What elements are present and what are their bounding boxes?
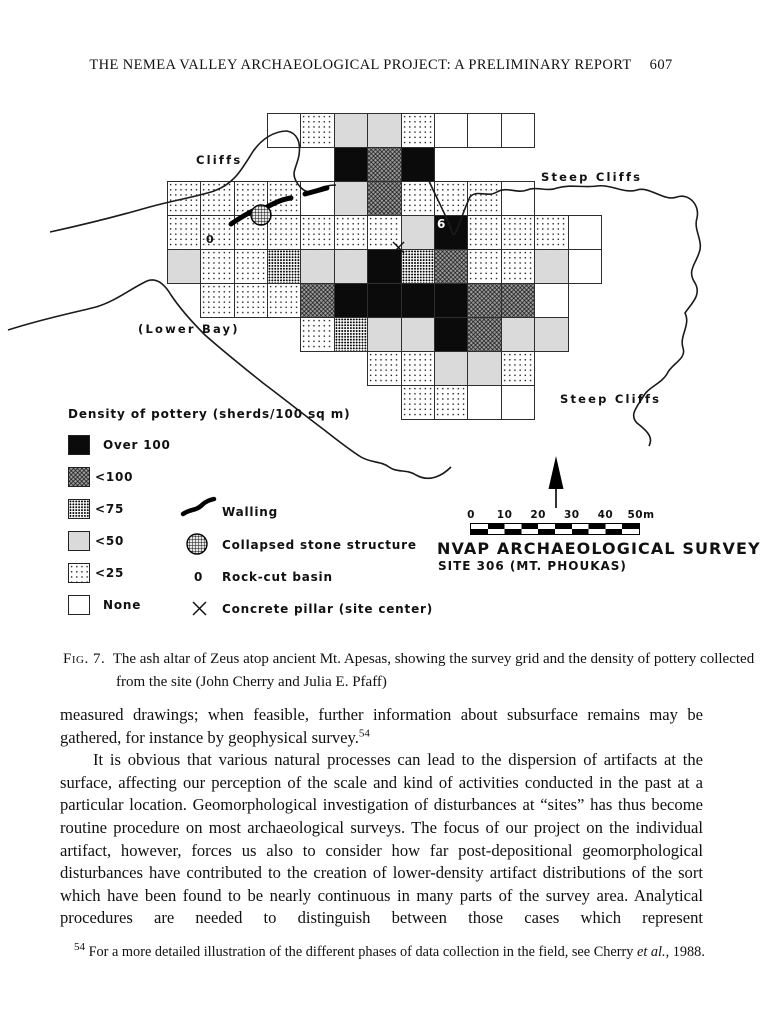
grid-cell-2-3 bbox=[200, 181, 234, 216]
map-label-lower-bay: (Lower Bay) bbox=[138, 322, 240, 336]
scale-bar bbox=[467, 509, 655, 535]
legend-label-none: None bbox=[103, 598, 142, 612]
grid-cell-5-7 bbox=[334, 283, 368, 318]
grid-cell-5-10 bbox=[434, 283, 468, 318]
page-number: 607 bbox=[649, 57, 673, 73]
grid-cell-4-12 bbox=[501, 249, 535, 284]
legend-swatch-lt-100 bbox=[68, 467, 90, 487]
grid-cell-0-11 bbox=[467, 113, 501, 148]
grid-cell-2-8 bbox=[367, 181, 401, 216]
grid-cell-3-4 bbox=[234, 215, 268, 250]
grid-cell-8-11 bbox=[467, 385, 501, 420]
rock-cut-basin-marker: 0 bbox=[206, 233, 214, 246]
footnote-marker: 54 bbox=[74, 941, 85, 954]
legend-label-rock-cut-basin: Rock-cut basin bbox=[222, 570, 333, 584]
grid-cell-3-11 bbox=[467, 215, 501, 250]
paragraph-1-text: measured drawings; when feasible, further information about subsurface remains may be gathered, for instance by geophysical survey. bbox=[60, 705, 703, 747]
scale-tick-30: 30 bbox=[563, 509, 580, 521]
grid-cell-2-2 bbox=[167, 181, 201, 216]
grid-cell-5-13 bbox=[534, 283, 568, 318]
basin-in-black-cell-marker: 6 bbox=[437, 217, 446, 231]
grid-cell-3-8 bbox=[367, 215, 401, 250]
paragraph-2: It is obvious that various natural processes can lead to the dispersion of artifacts at the surface, affecting our perception of the scale and kind of activities conducted in the past at a particular location. Geomorphological investigation of disturbances at “sites” has thus become routine procedure on most archaeological surveys. The focus of our project on the individual artifact, however, forces us also to consider how far post-depositional geomorphological disturbances have contributed to the creation of lower-density artifact distributions of the sort which have been found to be nearly continuous in many parts of the survey area. Analytical procedures are needed to distinguish between those cases which represent bbox=[60, 750, 703, 928]
grid-cell-5-12 bbox=[501, 283, 535, 318]
grid-cell-1-7 bbox=[334, 147, 368, 182]
legend-label-lt-100: <100 bbox=[95, 470, 134, 484]
stone-structure-icon bbox=[187, 534, 207, 554]
grid-cell-2-5 bbox=[267, 181, 301, 216]
grid-cell-5-3 bbox=[200, 283, 234, 318]
scale-tick-0: 0 bbox=[467, 509, 475, 521]
grid-cell-0-5 bbox=[267, 113, 301, 148]
grid-cell-2-12 bbox=[501, 181, 535, 216]
grid-cell-6-10 bbox=[434, 317, 468, 352]
rock-cut-basin-icon: 0 bbox=[194, 570, 203, 584]
legend-swatch-lt-75 bbox=[68, 499, 90, 519]
grid-cell-7-12 bbox=[501, 351, 535, 386]
grid-cell-2-10 bbox=[434, 181, 468, 216]
grid-cell-6-13 bbox=[534, 317, 568, 352]
grid-cell-2-11 bbox=[467, 181, 501, 216]
grid-cell-0-7 bbox=[334, 113, 368, 148]
grid-cell-4-14 bbox=[568, 249, 602, 284]
footnote-text: For a more detailed illustration of the different phases of data collection in the field, see Cherry bbox=[85, 944, 637, 961]
north-arrow-icon bbox=[549, 456, 564, 508]
scale-bar-bottom-row bbox=[471, 529, 639, 534]
legend-swatch-lt-25 bbox=[68, 563, 90, 583]
figure-caption bbox=[63, 648, 762, 694]
grid-cell-4-2 bbox=[167, 249, 201, 284]
legend-title: Density of pottery (sherds/100 sq m) bbox=[68, 407, 351, 421]
grid-cell-0-10 bbox=[434, 113, 468, 148]
footnote-italic: et al. bbox=[636, 944, 666, 961]
grid-cell-3-12 bbox=[501, 215, 535, 250]
scale-tick-10: 10 bbox=[496, 509, 513, 521]
survey-title: NVAP ARCHAEOLOGICAL SURVEY bbox=[437, 539, 761, 558]
paragraph-1 bbox=[60, 704, 703, 749]
grid-cell-4-6 bbox=[300, 249, 334, 284]
grid-cell-6-12 bbox=[501, 317, 535, 352]
grid-cell-4-10 bbox=[434, 249, 468, 284]
walling-icon bbox=[183, 499, 214, 514]
grid-cell-8-9 bbox=[401, 385, 435, 420]
grid-cell-5-9 bbox=[401, 283, 435, 318]
grid-cell-6-7 bbox=[334, 317, 368, 352]
grid-cell-6-8 bbox=[367, 317, 401, 352]
grid-cell-3-14 bbox=[568, 215, 602, 250]
grid-cell-4-7 bbox=[334, 249, 368, 284]
figure-caption-text: The ash altar of Zeus atop ancient Mt. Apesas, showing the survey grid and the density of pottery collected from the site (John Cherry and Julia E. Pfaff) bbox=[112, 651, 755, 690]
figure-map bbox=[0, 95, 762, 635]
legend-label-stone-structure: Collapsed stone structure bbox=[222, 538, 417, 552]
scale-tick-40: 40 bbox=[597, 509, 614, 521]
grid-cell-0-12 bbox=[501, 113, 535, 148]
grid-cell-2-4 bbox=[234, 181, 268, 216]
grid-cell-5-11 bbox=[467, 283, 501, 318]
grid-cell-2-9 bbox=[401, 181, 435, 216]
grid-cell-3-7 bbox=[334, 215, 368, 250]
footnote-tail: , 1988. bbox=[665, 944, 705, 961]
grid-cell-4-13 bbox=[534, 249, 568, 284]
grid-cell-6-11 bbox=[467, 317, 501, 352]
grid-cell-3-2 bbox=[167, 215, 201, 250]
grid-cell-1-9 bbox=[401, 147, 435, 182]
scale-tick-20: 20 bbox=[530, 509, 546, 521]
grid-cell-2-7 bbox=[334, 181, 368, 216]
grid-cell-3-13 bbox=[534, 215, 568, 250]
grid-cell-5-4 bbox=[234, 283, 268, 318]
grid-cell-7-9 bbox=[401, 351, 435, 386]
grid-cell-0-9 bbox=[401, 113, 435, 148]
map-label-steep-cliffs-upper: Steep Cliffs bbox=[541, 170, 643, 184]
legend-label-over-100: Over 100 bbox=[103, 438, 171, 452]
grid-cell-5-6 bbox=[300, 283, 334, 318]
grid-cell-4-8 bbox=[367, 249, 401, 284]
grid-cell-1-8 bbox=[367, 147, 401, 182]
grid-cell-5-8 bbox=[367, 283, 401, 318]
survey-subtitle: SITE 306 (MT. PHOUKAS) bbox=[438, 559, 627, 573]
scale-tick-50m: 50m bbox=[627, 509, 655, 521]
grid-cell-3-6 bbox=[300, 215, 334, 250]
legend-label-lt-75: <75 bbox=[95, 502, 125, 516]
grid-cell-5-5 bbox=[267, 283, 301, 318]
legend-label-walling: Walling bbox=[222, 505, 278, 519]
legend-label-lt-25: <25 bbox=[95, 566, 125, 580]
body-text bbox=[60, 704, 703, 930]
grid-cell-4-3 bbox=[200, 249, 234, 284]
grid-cell-7-10 bbox=[434, 351, 468, 386]
grid-cell-4-11 bbox=[467, 249, 501, 284]
grid-cell-6-9 bbox=[401, 317, 435, 352]
grid-cell-3-9 bbox=[401, 215, 435, 250]
legend-swatch-none bbox=[68, 595, 90, 615]
grid-cell-0-6 bbox=[300, 113, 334, 148]
grid-cell-2-6 bbox=[300, 181, 334, 216]
grid-cell-8-10 bbox=[434, 385, 468, 420]
grid-cell-0-8 bbox=[367, 113, 401, 148]
footnote-ref-54: 54 bbox=[358, 727, 370, 740]
grid-cell-4-9 bbox=[401, 249, 435, 284]
map-label-steep-cliffs-lower: Steep Cliffs bbox=[560, 392, 662, 406]
grid-cell-3-5 bbox=[267, 215, 301, 250]
legend-swatch-lt-50 bbox=[68, 531, 90, 551]
grid-cell-4-5 bbox=[267, 249, 301, 284]
legend-label-concrete-pillar: Concrete pillar (site center) bbox=[222, 602, 434, 616]
map-label-cliffs: Cliffs bbox=[196, 153, 243, 167]
grid-cell-4-4 bbox=[234, 249, 268, 284]
running-header bbox=[40, 57, 722, 74]
grid-cell-7-11 bbox=[467, 351, 501, 386]
footnote bbox=[60, 942, 705, 963]
grid-cell-8-12 bbox=[501, 385, 535, 420]
legend-swatch-over-100 bbox=[68, 435, 90, 455]
concrete-pillar-icon bbox=[193, 602, 206, 615]
legend-label-lt-50: <50 bbox=[95, 534, 125, 548]
grid-cell-7-8 bbox=[367, 351, 401, 386]
header-title: THE NEMEA VALLEY ARCHAEOLOGICAL PROJECT: A PRELIMINARY REPORT bbox=[89, 57, 632, 73]
figure-caption-label: Fig. 7. bbox=[63, 651, 106, 667]
grid-cell-6-6 bbox=[300, 317, 334, 352]
